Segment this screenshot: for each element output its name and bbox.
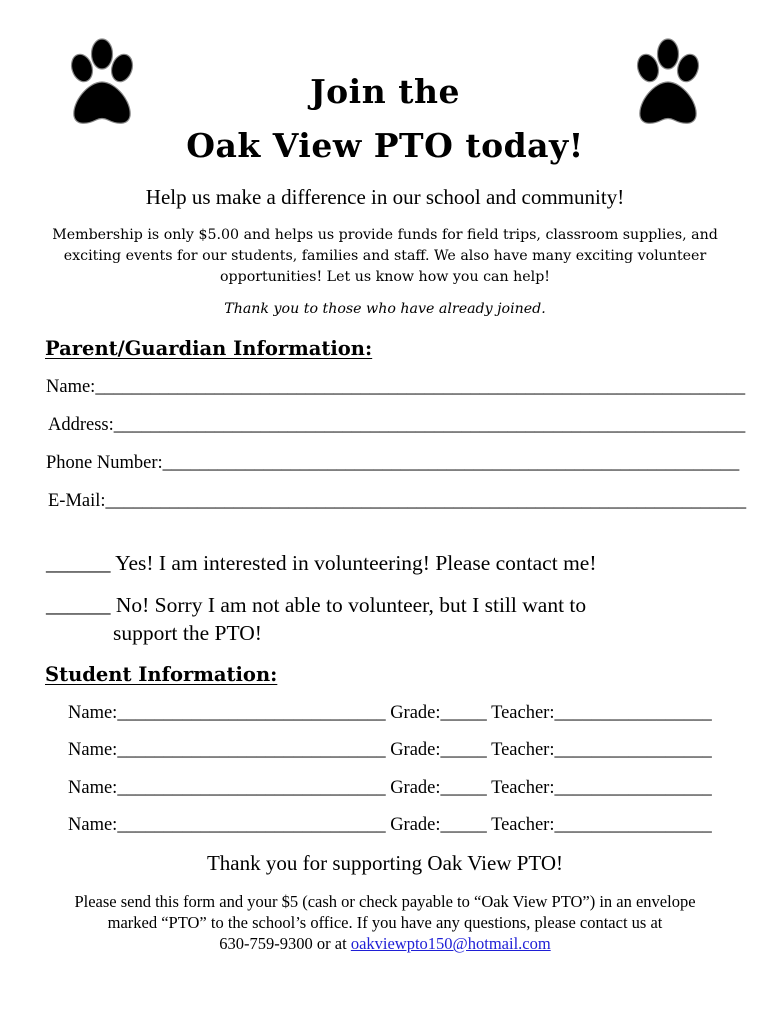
student-grade-label: Grade:: [390, 740, 441, 760]
student-grade-label: Grade:: [390, 778, 441, 798]
parent-address-label: Address:: [48, 415, 114, 435]
student-teacher-blank: _________________: [554, 740, 712, 760]
student-grade-blank: _____: [440, 778, 487, 798]
student-teacher-blank: _________________: [554, 703, 712, 723]
student-name-blank: _____________________________: [117, 815, 386, 835]
volunteer-no-label: No! Sorry I am not able to volunteer, but I still want to: [115, 593, 587, 617]
parent-name-field[interactable]: [46, 377, 745, 398]
student-name-label: Name:: [68, 778, 118, 798]
footer-phone: 630-759-9300 or at: [219, 934, 351, 953]
volunteer-no-blank: ______: [46, 593, 111, 617]
title-line-2: Oak View PTO today!: [186, 126, 584, 165]
parent-phone-field[interactable]: [46, 453, 739, 474]
email-link[interactable]: oakviewpto150@hotmail.com: [350, 934, 551, 953]
student-grade-blank: _____: [440, 740, 487, 760]
student-grade-blank: _____: [440, 703, 487, 723]
student-teacher-label: Teacher:: [491, 778, 555, 798]
student-teacher-blank: _________________: [554, 778, 712, 798]
footer-line-3: [20, 933, 750, 954]
volunteer-yes-blank: ______: [46, 551, 111, 575]
footer-line-2: marked “PTO” to the school’s office. If you have any questions, please contact us at: [107, 913, 663, 932]
student-name-label: Name:: [68, 703, 118, 723]
student-row[interactable]: [68, 778, 712, 799]
membership-paragraph: Membership is only $5.00 and helps us provide funds for field trips, classroom supplies, and exciting events for our students, families and staff. We also have many exciting volunteer opportunities! Let us know how you can help!: [52, 227, 718, 285]
student-grade-blank: _____: [440, 815, 487, 835]
student-teacher-label: Teacher:: [491, 703, 555, 723]
student-teacher-label: Teacher:: [491, 815, 555, 835]
student-grade-label: Grade:: [390, 703, 441, 723]
parent-section-heading: Parent/Guardian Information:: [45, 337, 373, 360]
parent-phone-blank: _______________________________________________________________: [162, 453, 740, 473]
student-name-blank: _____________________________: [117, 778, 386, 798]
parent-name-blank: _______________________________________________________________________: [95, 377, 745, 397]
student-section-heading: Student Information:: [45, 663, 278, 686]
student-teacher-blank: _________________: [554, 815, 712, 835]
subtitle: Help us make a difference in our school and community!: [145, 185, 625, 209]
footer-line-1: Please send this form and your $5 (cash or check payable to “Oak View PTO”) in an envelope: [74, 892, 696, 911]
parent-email-label: E-Mail:: [48, 491, 106, 511]
student-row[interactable]: [68, 703, 712, 724]
closing-thank-you: Thank you for supporting Oak View PTO!: [206, 851, 564, 875]
student-name-label: Name:: [68, 815, 118, 835]
title-line-1: Join the: [310, 72, 460, 111]
parent-name-label: Name:: [46, 377, 96, 397]
parent-address-field[interactable]: [48, 415, 745, 436]
thanks-note: Thank you to those who have already joined.: [224, 301, 546, 317]
parent-email-blank: ______________________________________________________________________: [105, 491, 747, 511]
student-row[interactable]: [68, 740, 712, 761]
student-teacher-label: Teacher:: [491, 740, 555, 760]
parent-address-blank: _____________________________________________________________________: [113, 415, 746, 435]
footer-instructions: [20, 891, 750, 954]
student-name-blank: _____________________________: [117, 703, 386, 723]
student-row[interactable]: [68, 815, 712, 836]
student-name-blank: _____________________________: [117, 740, 386, 760]
volunteer-yes-option[interactable]: [46, 551, 597, 576]
student-grade-label: Grade:: [390, 815, 441, 835]
parent-email-field[interactable]: [48, 491, 746, 512]
volunteer-no-option[interactable]: [46, 593, 586, 618]
student-name-label: Name:: [68, 740, 118, 760]
volunteer-yes-label: Yes! I am interested in volunteering! Please contact me!: [115, 551, 597, 575]
parent-phone-label: Phone Number:: [46, 453, 163, 473]
volunteer-no-label-continued: support the PTO!: [113, 621, 262, 645]
